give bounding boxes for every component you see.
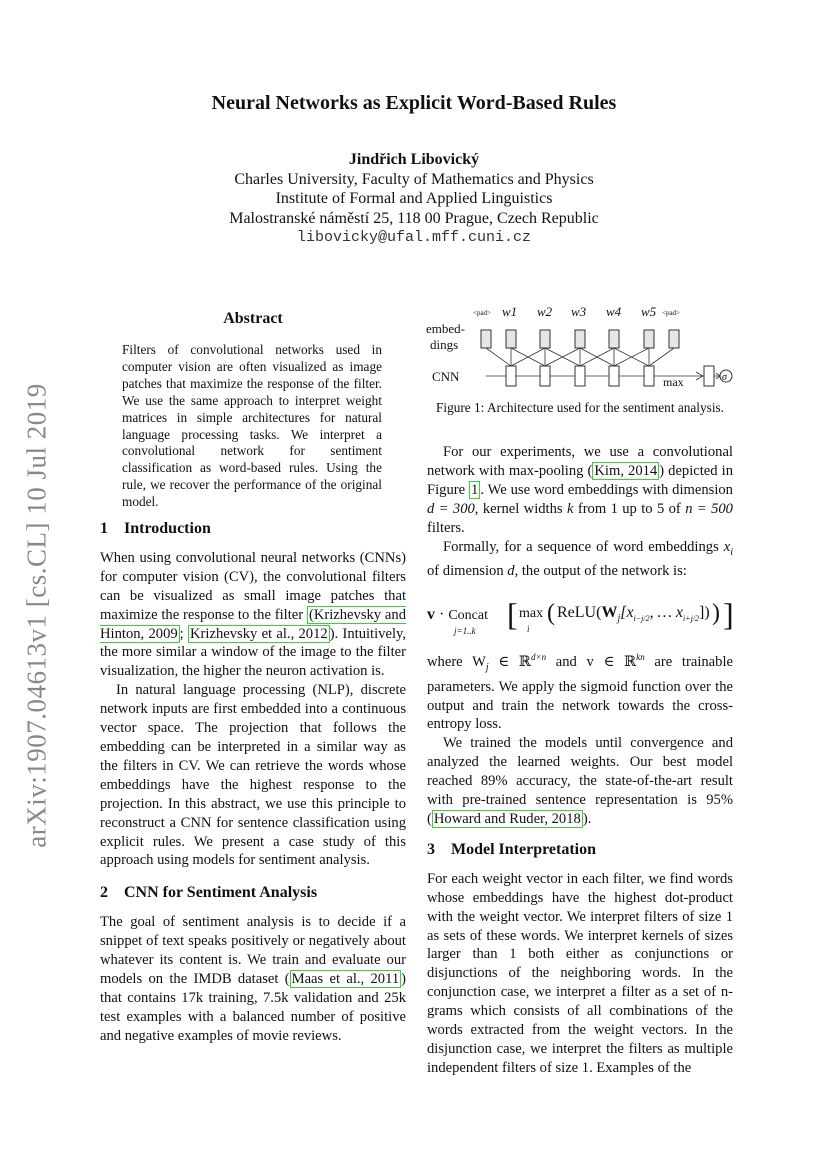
token-pad-right: <pad> [662,309,681,317]
arxiv-stamp: arXiv:1907.04613v1 [cs.CL] 10 Jul 2019 [21,382,52,848]
figure-caption: Figure 1: Architecture used for the sentiment analysis. [435,400,725,415]
section-3-heading: 3 Model Interpretation [427,840,597,858]
embedding-box [575,330,585,348]
right-column-top [427,443,733,581]
label-embeddings-2: dings [430,337,459,352]
label-embeddings-1: embed- [426,321,465,336]
affiliation-institute: Institute of Formal and Applied Linguistics [275,190,553,207]
author-name: Jindřich Libovický [348,151,480,168]
citation-krizhevsky-hinton[interactable]: (Krizhevsky and Hinton, 2009 [100,606,406,642]
token-w3: w3 [571,304,587,319]
cnn-box [609,366,619,386]
section-2-heading: 2 CNN for Sentiment Analysis [100,884,318,902]
formal-paragraph: Formally, for a sequence of word embeddings $x_i$ of dimension d, the output of the network is: [427,538,733,580]
section-1-heading: 1 Introduction [100,520,211,537]
sigmoid-symbol: σ [722,372,727,383]
token-w5: w5 [641,304,657,319]
token-w4: w4 [606,304,622,319]
intro-paragraph-1: When using convolutional neural networks (CNNs) for computer vision (CV), the convolutional filters can be visualized as small image patches that maximize the response to the filter (Krizhevsky and Hinton, 2009 ; Krizhevsky et al., 2012 ). Intuitively, the more similar a window of the image to the filter visualization, the higher the neuron activation is. [100,549,406,680]
author-address: Malostranské náměstí 25, 118 00 Prague, Czech Republic [229,209,599,227]
max-pool-box [704,366,714,386]
token-w1: w1 [502,304,518,319]
right-column-bottom [427,648,733,1078]
paper-title: Neural Networks as Explicit Word-Based Rules [211,92,617,114]
embedding-box [644,330,654,348]
citation-howard-ruder[interactable]: Howard and Ruder, 2018 [433,811,581,828]
embedding-box [540,330,550,348]
embedding-box [481,330,491,348]
citation-kim[interactable]: Kim, 2014 [594,462,658,479]
token-pad-left: <pad> [473,309,492,317]
author-email[interactable]: libovicky@ufal.mff.cuni.cz [296,229,532,246]
cnn-box [575,366,585,386]
cnn-box [644,366,654,386]
intro-paragraph-2: In natural language processing (NLP), discrete network inputs are first embedded into a continuous vector space. The projection that follows the embedding can be interpreted in a similar way as the filters in CV. We can retrieve the words whose embeddings have the highest response to the projection. In this abstract, we use this principle to reconstruct a CNN for sentence classification using explicit rules. We present a case study of this approach using models for sentiment analysis. [100,682,406,869]
embedding-box [669,330,679,348]
abstract-heading: Abstract [223,310,283,327]
cnn-box [540,366,550,386]
label-cnn: CNN [432,369,460,384]
experiments-paragraph: For our experiments, we use a convolutional network with max-pooling ( Kim, 2014 ) depicted in Figure 1 . We use word embeddings with dimension d = 300, kernel widths k from 1 up to 5 of n = 500 filters. [427,444,733,536]
architecture-figure [420,300,740,395]
figure-reference[interactable]: 1 [471,481,479,498]
citation-maas[interactable]: Maas et al., 2011 [291,970,400,987]
interpretation-paragraph: For each weight vector in each filter, we find words whose embeddings have the highest dot-product with the weight vector. We interpret filters of size 1 as sets of these words. We interpret kernels of sizes larger than 1 both either as conjunctions or disjunctions of the neighboring words. In the conjunction case, we interpret a filter as a set of n-grams which consists of all combinations of the words extracted from the weight vectors. In the disjunction case, we interpret the filters as multiple independent filters of size 1. Examples of the [427,870,733,1076]
sentiment-paragraph: The goal of sentiment analysis is to decide if a snippet of text speaks positively or negatively about whatever its content is. We train and evaluate our models on the IMDB dataset ( Maas et al., 2011 ) that contains 17k training, 7.5k validation and 25k test examples with a balanced number of positive and negative examples of movie reviews. [100,914,406,1044]
abstract-text: Filters of convolutional networks used in computer vision are often visualized as image patches that maximize the response of the filter. We use the same approach to interpret weight matrices in simple architectures for natural language processing tasks. We interpret a convolutional network for sentiment classification as word-based rules. Using the rule, we recover the performance of the original model. [122,342,382,510]
label-max: max [663,375,684,389]
embedding-box [506,330,516,348]
embedding-box [609,330,619,348]
author-block [0,150,828,248]
parameters-paragraph: where $W_j$ ∈ ℝ$^{d\times n}$ and v ∈ ℝ$^{kn}$ are trainable parameters. We apply the sigmoid function over the output and train the network towards the cross-entropy loss. [427,652,733,733]
results-paragraph: We trained the models until convergence and analyzed the learned weights. Our best model reached 89% accuracy, the state-of-the-art result with pre-trained sentence representation is 95% ( Howard and Ruder, 2018 ). [427,735,733,828]
cnn-box [506,366,516,386]
token-w2: w2 [537,304,553,319]
left-column [100,520,406,1046]
network-equation: v · Concat j=1..k [ max i ( $ReLU(W_j[x_{i-j/2}$, … $x_{i+j/2}$]) ) ] [427,596,734,636]
citation-krizhevsky-et-al[interactable]: Krizhevsky et al., 2012 [190,625,328,642]
affiliation-university: Charles University, Faculty of Mathematics and Physics [234,170,594,188]
